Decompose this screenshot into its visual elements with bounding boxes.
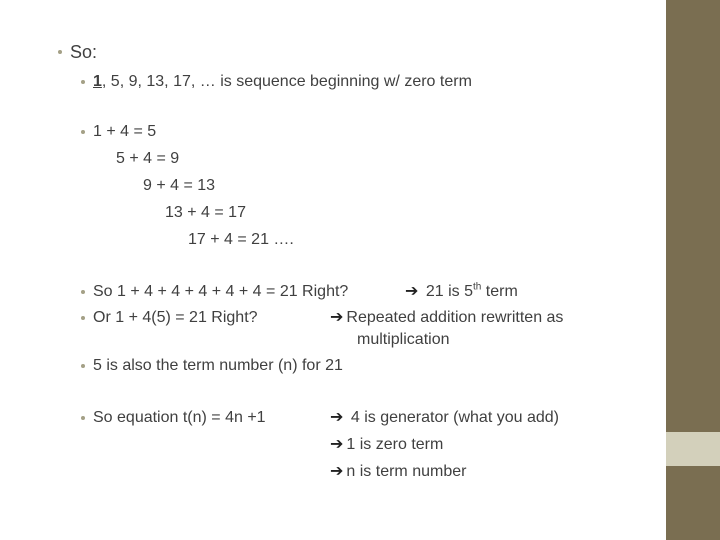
or-note: ➔ Repeated addition rewritten as: [330, 309, 564, 326]
equation-note: ➔ n is term number: [330, 463, 467, 480]
addition-line: 9 + 4 = 13: [143, 177, 216, 194]
term-number-line: 5 is also the term number (n) for 21: [93, 357, 343, 374]
sequence-line: [93, 72, 472, 92]
or-line: Or 1 + 4(5) = 21 Right?: [93, 309, 258, 326]
addition-line: 13 + 4 = 17: [165, 204, 246, 221]
addition-line: 5 + 4 = 9: [116, 150, 180, 167]
sequence-rest: , 5, 9, 13, 17, … is sequence beginning w/ zero term: [101, 73, 472, 90]
equation-line: So equation t(n) = 4n +1: [93, 409, 266, 426]
sidebar-decoration-top: [666, 0, 720, 432]
right-arrow-icon: ➔: [405, 283, 419, 300]
addition-line: 1 + 4 = 5: [93, 123, 157, 140]
right-arrow-icon: ➔: [330, 436, 344, 453]
or-note-continuation: multiplication: [357, 331, 450, 348]
bullet-dot: [81, 80, 85, 84]
equation-note: ➔ 4 is generator (what you add): [330, 409, 559, 426]
bullet-dot: [81, 416, 85, 420]
bullet-dot: [81, 290, 85, 294]
right-arrow-icon: ➔: [330, 409, 344, 426]
bullet-so: So:: [70, 42, 98, 62]
right-arrow-icon: ➔: [330, 463, 344, 480]
so-sum-line: So 1 + 4 + 4 + 4 + 4 + 4 = 21 Right?: [93, 283, 349, 300]
equation-note: ➔ 1 is zero term: [330, 436, 444, 453]
addition-line: 17 + 4 = 21 ….: [188, 231, 294, 248]
sidebar-decoration-accent: [666, 432, 720, 466]
bullet-dot: [81, 316, 85, 320]
bullet-dot: [58, 50, 62, 54]
so-sum-note: ➔ 21 is 5th term: [405, 281, 518, 300]
sequence-first-term: 1: [93, 73, 102, 90]
bullet-dot: [81, 364, 85, 368]
sidebar-decoration-bottom: [666, 466, 720, 540]
right-arrow-icon: ➔: [330, 309, 344, 326]
bullet-dot: [81, 130, 85, 134]
